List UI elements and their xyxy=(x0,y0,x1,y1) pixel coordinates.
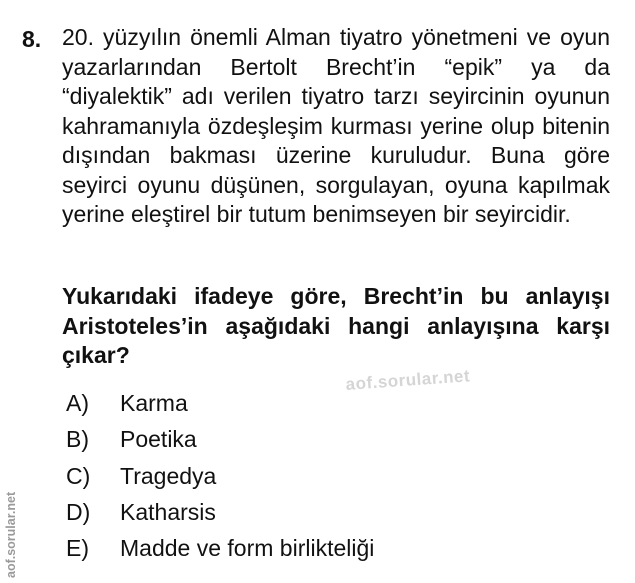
question-number: 8. xyxy=(22,26,42,52)
option-letter: C) xyxy=(66,462,91,489)
option-e[interactable] xyxy=(62,532,374,568)
option-a[interactable] xyxy=(62,387,374,423)
answer-options xyxy=(62,387,374,568)
watermark-side: aof.sorular.net xyxy=(4,491,18,578)
question-prompt: Yukarıdaki ifadeye göre, Brecht’in bu anlayışı Aristoteles’in aşağıdaki hangi anlayışına karşı çıkar? xyxy=(62,283,610,368)
option-letter: B) xyxy=(66,426,89,453)
option-text: Tragedya xyxy=(120,462,217,489)
option-text: Karma xyxy=(120,390,188,416)
option-d[interactable] xyxy=(62,496,374,532)
option-text: Katharsis xyxy=(120,498,216,525)
option-b[interactable] xyxy=(62,423,374,459)
watermark-main: aof.sorular.net xyxy=(345,366,471,394)
option-text: Madde ve form birlikteliği xyxy=(120,535,375,562)
question-stem: 20. yüzyılın önemli Alman tiyatro yönetmeni ve oyun yazarlarından Bertolt Brecht’in “epik” ya da “diyalektik” adı verilen tiyatro tarzı seyircinin oyunun kahramanıyla özdeşleşim kurması yerine olup bitenin dışından bakması üzerine kuruludur. Buna göre seyirci oyunu düşünen, sorgulayan, oyuna kapılmak yerine eleştirel bir tutum benimseyen bir seyircidir. xyxy=(62,24,610,227)
option-letter: D) xyxy=(66,498,91,525)
option-text: Poetika xyxy=(120,426,197,453)
option-c[interactable] xyxy=(62,460,374,496)
option-letter: A) xyxy=(66,390,89,416)
option-letter: E) xyxy=(66,535,89,562)
